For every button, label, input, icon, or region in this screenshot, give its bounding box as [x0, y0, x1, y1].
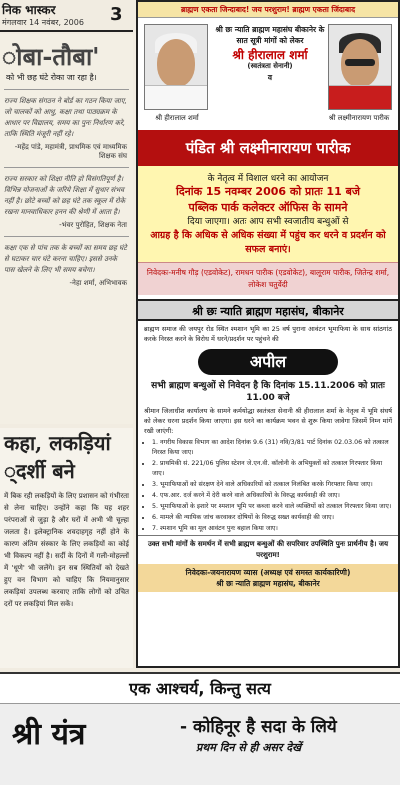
leader-photo-left — [144, 24, 208, 110]
leaders-intro: श्री छः न्याति ब्राह्मण महासंघ बीकानेर के सात सूत्री मांगों को लेकर — [215, 25, 325, 45]
page-number: 3 — [110, 4, 123, 25]
leaders-text — [212, 24, 328, 83]
yantra-tagline: - कोहिनूर है सदा के लिये — [180, 717, 337, 737]
list-item: • 4. एफ.आर. दर्ज करने में देरी करने वाले अधिकारियों के विरुद्ध कार्यवाही की जाए। — [152, 491, 392, 501]
slogan-banner: ब्राह्मण एकता जिन्दाबाद! जय परशुराम! ब्राह्मण एकता जिंदाबाद — [138, 2, 398, 18]
list-item: • 5. भूमाफियाओं के इशारे पर श्मशान भूमि पर कब्जा करने वाले व्यक्तियों को तत्काल गिरफ्तार किया जाए। — [152, 502, 392, 512]
photo-caption-left: श्री हीरालाल शर्मा — [155, 114, 199, 122]
newspaper-name: निक भास्कर — [2, 3, 56, 17]
lead-name: श्री हीरालाल शर्मा — [232, 48, 308, 62]
quote-byline: -महेंद्र पांडे, महामंत्री, प्राथमिक एवं माध्यमिक शिक्षक संघ — [14, 143, 127, 160]
announce-line-5: आग्रह है कि अधिक से अधिक संख्या में पहुंच कर धरने व प्रदर्शन को सफल बनाएं। — [150, 230, 386, 255]
appeal-badge: अपील — [198, 349, 338, 375]
story-headline: ोबा-तौबा' — [2, 42, 100, 71]
list-item: • 3. भूमाफियाओं को संरक्षण देने वाले अधिकारियों को तत्काल निलंबित करके गिरफ्तार किया जाए। — [152, 480, 392, 490]
story2-headline-line2: ्दर्शी बने — [4, 459, 75, 483]
shirt-shape — [329, 85, 392, 109]
masthead — [0, 0, 133, 32]
appeal-details: श्रीमान जिलाधीश कार्यालय के सामने कर्मयोद्धा स्वतंत्रता सेनानी श्री हीरालाल शर्मा के नेतृत्व में भूमि संघर्ष को लेकर धरना प्रदर्शन किया जाएगा। इस धरने का कार्यक्रम भवन से शुरू किया जावेगा जिसमें निम्न मांगें रखी जाएंगी: — [144, 407, 392, 435]
yantra-advertisement — [0, 672, 400, 785]
sunglasses-shape — [345, 59, 375, 66]
divider — [4, 89, 129, 90]
left-story — [0, 34, 133, 424]
leader-photo-right — [328, 24, 392, 110]
protest-advertisement — [136, 0, 400, 668]
conjunction: व — [267, 73, 273, 82]
story-subhead: को भी छह घंटे रोका जा रहा है। — [6, 73, 97, 82]
appeal-datetime: सभी ब्राह्मण बन्धुओं से निवेदन है कि दिनांक 15.11.2006 को प्रातः 11.00 बजे — [151, 381, 385, 403]
announce-line-4: दिया जाएगा। अतः आप सभी स्वजातीय बन्धुओं से — [187, 217, 349, 227]
leaders-section — [138, 18, 398, 130]
divider — [4, 236, 129, 237]
signature-block — [138, 564, 398, 592]
announce-venue: पब्लिक पार्क कलेक्टर ऑफिस के सामने — [188, 201, 348, 214]
yantra-headline: एक आश्चर्य, किन्तु सत्य — [0, 674, 400, 704]
list-item: • 7. श्मशान भूमि का मूल आवंटन पुनः बहाल किया जाए। — [152, 524, 392, 534]
list-item: • 2. प्राथमिकी सं. 221/06 पुलिस स्टेशन जे.एन.वी. कॉलोनी के अभियुक्तों को तत्काल गिरफ्तार किया जाए। — [152, 459, 392, 479]
photo-caption-right: श्री लक्ष्मीनारायण पारीक — [328, 114, 390, 122]
quote-byline: -भंवर पुरोहित, शिक्षक नेता — [59, 221, 127, 229]
divider — [4, 167, 129, 168]
convenors: निवेदकः-मनीष गौड़ (एडवोकेट), रामधन पारीक (एडवोकेट), बालूराम पारीक, जितेन्द्र शर्मा, लोकेश चतुर्वेदी — [138, 262, 398, 295]
list-item: • 1. नगरीय विकास विभाग का आदेश दिनांक 9.6 (31) नवि/3/81 पार्ट दिनांक 02.03.06 को तत्काल निरस्त किया जाए। — [152, 438, 392, 458]
quote-text: राज्य सरकार को शिक्षा नीति हो विसंगतिपूर्ण है। विभिन्न योजनाओं के जरिये शिक्षा में सुधार संभव नहीं है। छोटे बच्चों को छह घंटे तक स्कूल में रोके रखना मानवाधिकार हनन की श्रेणी में आता है। — [4, 175, 126, 216]
demands-list — [138, 438, 398, 534]
appeal-intro: ब्राह्मण समाज की जयपुर रोड स्थित श्मशान भूमि का 25 वर्ष पुराना आवंटन भूमाफिया के साथ सांठगांठ करके निरस्त करने के विरोध में धरने/प्रदर्शन पर पहुंचने की — [144, 325, 392, 343]
shirt-shape — [145, 85, 208, 109]
ad-title: पंडित श्री लक्ष्मीनारायण पारीक — [138, 130, 398, 166]
announce-line-1: के नेतृत्व में विशाल धरने का आयोजन — [207, 174, 329, 184]
quote-byline: -नेहा शर्मा, अभिभावक — [69, 279, 127, 287]
issue-date: मंगलवार 14 नवंबर, 2006 — [2, 18, 84, 27]
announcement — [138, 166, 398, 262]
attendance-request: उक्त सभी मांगों के समर्थन में सभी ब्राह्मण बन्धुओं की सपरिवार उपस्थिति पुनः प्रार्थनीय है। जय परशुराम! — [138, 535, 398, 564]
story2-headline-line1: कहा, लकड़ियां — [4, 431, 111, 455]
quote-text: कक्षा एक से पांच तक के बच्चों का समय छह घंटे से घटाकर चार घंटे करना चाहिए। इससे उनके पास खेलने के लिए भी समय बचेगा। — [4, 244, 127, 274]
face-shape — [157, 39, 195, 87]
left-story-2 — [0, 428, 133, 668]
signature-line-2: श्री छः न्याति ब्राह्मण महासंघ, बीकानेर — [216, 579, 320, 588]
yantra-product-name: श्री यंत्र — [12, 717, 86, 752]
signature-line-1: निवेदकः-जयनारायण व्यास (अध्यक्ष एवं समस्त कार्यकारिणी) — [185, 568, 351, 577]
organization-heading: श्री छः न्याति ब्राह्मण महासंघ, बीकानेर — [138, 299, 398, 321]
list-item: • 6. मामले की न्यायिक जांच करवाकर दोषियों के विरुद्ध सख्त कार्यवाही की जाए। — [152, 513, 392, 523]
story2-body: में बिक रही लकड़ियों के लिए प्रशासन को गंभीरता से लेना चाहिए। उन्होंने कहा कि यह शहर परंपराओं से जुड़ा है और घरों में अभी भी चूल्हा जलता है। इलेक्ट्रानिक शवदाहगृह नहीं होने के कारण अंतिम संस्कार के लिए लकड़ियों का कोई भी विकल्प नहीं है। सर्दी के दिनों में गली-मोहल्लों में 'धूणे' भी जलेंगे। इन सब स्थितियों को देखते हुए वन विभाग को चाहिए कि नियमानुसार लकड़ियां उपलब्ध करवाए ताकि लोगों को उचित दरों पर लकड़ियां मिल सकें। — [4, 492, 129, 608]
quote-text: राज्य शिक्षक संगठन ने बोर्ड का गठन किया जाए, जो चालकों को आधु, कक्षा तथा पाठ्यक्रम के आधार पर विद्यालय, समय का पुनः निर्धारण करे, ताकि स्थिति मंजूरी नहीं रहे। — [4, 97, 127, 138]
lead-role: (स्वतंत्रता सेनानी) — [247, 62, 293, 70]
announce-date: दिनांक 15 नवम्बर 2006 को प्रातः 11 बजे — [175, 185, 361, 198]
yantra-subtagline: प्रथम दिन से ही असर देखें — [196, 741, 302, 754]
